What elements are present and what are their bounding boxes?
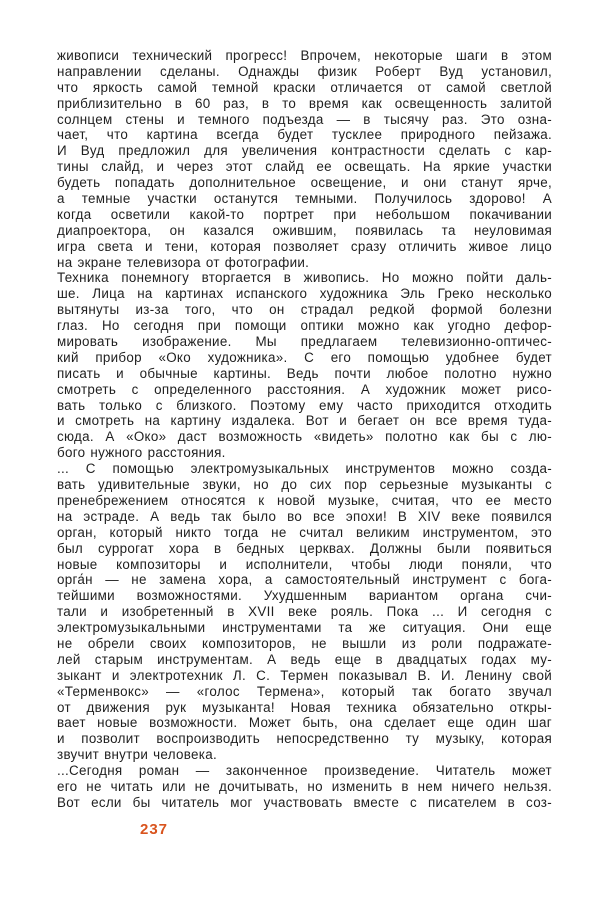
text-line: сюда. А «Око» даст возможность «видеть» полотно как бы с лю- [57,429,552,445]
text-line: орган, который никто тогда не считал великим инструментом, это [57,524,552,540]
text-line: направлении сделаны. Однажды физик Роберт Вуд установил, [57,63,552,79]
text-line: орга́н — не замена хора, а самостоятельный инструмент с бога- [57,572,552,588]
text-line: будеть попадать дополнительное освещение, и они станут ярче, [57,175,552,191]
text-line: вытянуты из-за того, что он страдал редкой формой болезни [57,302,552,318]
page-number: 237 [140,821,169,838]
text-line: не обрели своих композиторов, не вышли из роли подражате- [57,635,552,651]
text-line: на экране телевизора от фотографии. [57,254,310,270]
text-line: вать удивительные звуки, но до сих пор серьезные музыканты с [57,477,552,493]
text-line: ше. Лица на картинах испанского художника Эль Греко несколько [57,286,552,302]
text-line: Техника понемногу вторгается в живопись. Но можно пойти даль- [57,270,552,286]
text-line: и позволит воспроизводить непосредственно ту музыку, которая [57,731,552,747]
text-line: диапроектора, он казался ожившим, появилась та неуловимая [57,222,552,238]
text-line: а темные участки останутся темными. Получилось здорово! А [57,191,552,207]
text-line: чает, что картина всегда будет тусклее природного пейзажа. [57,127,552,143]
text-line: пренебрежением относятся к новой музыке, считая, что ее место [57,492,552,508]
text-line: вает новые возможности. Может быть, она сделает еще один шаг [57,715,552,731]
text-line: приблизительно в 60 раз, в то время как освещенность залитой [57,95,552,111]
text-line: тали и изобретенный в XVII веке рояль. Пока ... И сегодня с [57,604,552,620]
text-line: мировать изображение. Мы предлагаем телевизионно-оптичес- [57,334,552,350]
text-line: от движения рук музыканта! Новая техника обязательно откры- [57,699,552,715]
text-line: смотреть с определенного расстояния. А художник может рисо- [57,381,552,397]
text-line: и смотреть на картину издалека. Вот и бегает он все время туда- [57,413,552,429]
text-line: зыкант и электротехник Л. С. Термен показывал В. И. Ленину свой [57,667,552,683]
text-line: игра света и тени, которая позволяет сразу отличить живое лицо [57,238,552,254]
body-text-block [57,48,552,811]
text-line: тейшими возможностями. Ухудшенным вариантом органа счи- [57,588,552,604]
text-line: солнцем стены и темного подъезда — в тысячу раз. Это озна- [57,111,552,127]
text-line: его не читать или не дочитывать, но изменить в нем ничего нельзя. [57,778,552,794]
text-line: электромузыкальными инструментами та же ситуация. Они еще [57,620,552,636]
text-line: новые композиторы и исполнители, чтобы люди поняли, что [57,556,552,572]
text-line: звучит внутри человека. [57,747,217,763]
text-line: что яркость самой темной краски отличается от самой светлой [57,79,552,95]
text-line: глаз. Но сегодня при помощи оптики можно как угодно дефор- [57,318,552,334]
text-line: писать и обычные картины. Ведь почти любое полотно нужно [57,365,552,381]
text-line: вать только с близкого. Поэтому ему часто приходится отходить [57,397,552,413]
text-line: когда осветили какой-то портрет при небольшом покачивании [57,206,552,222]
text-line: тины слайд, и через этот слайд ее освещать. На яркие участки [57,159,552,175]
text-line: И Вуд предложил для увеличения контрастности сделать с кар- [57,143,552,159]
text-line: живописи технический прогресс! Впрочем, некоторые шаги в этом [57,48,552,63]
text-line: «Терменвокс» — «голос Термена», который так богато звучал [57,683,552,699]
text-line: был суррогат хора в бедных церквах. Должны были появиться [57,540,552,556]
text-line: Вот если бы читатель мог участвовать вместе с писателем в соз- [57,794,552,810]
text-line: на эстраде. А ведь так было во все эпохи! В XIV веке появился [57,508,552,524]
text-line: ... С помощью электромузыкальных инструментов можно созда- [57,461,552,477]
text-line: ...Сегодня роман — законченное произведение. Читатель может [57,763,552,779]
text-line: лей старым инструментам. А ведь еще в двадцатых годах му- [57,651,552,667]
text-line: бого нужного расстояния. [57,445,226,461]
text-line: кий прибор «Око художника». С его помощью удобнее будет [57,349,552,365]
